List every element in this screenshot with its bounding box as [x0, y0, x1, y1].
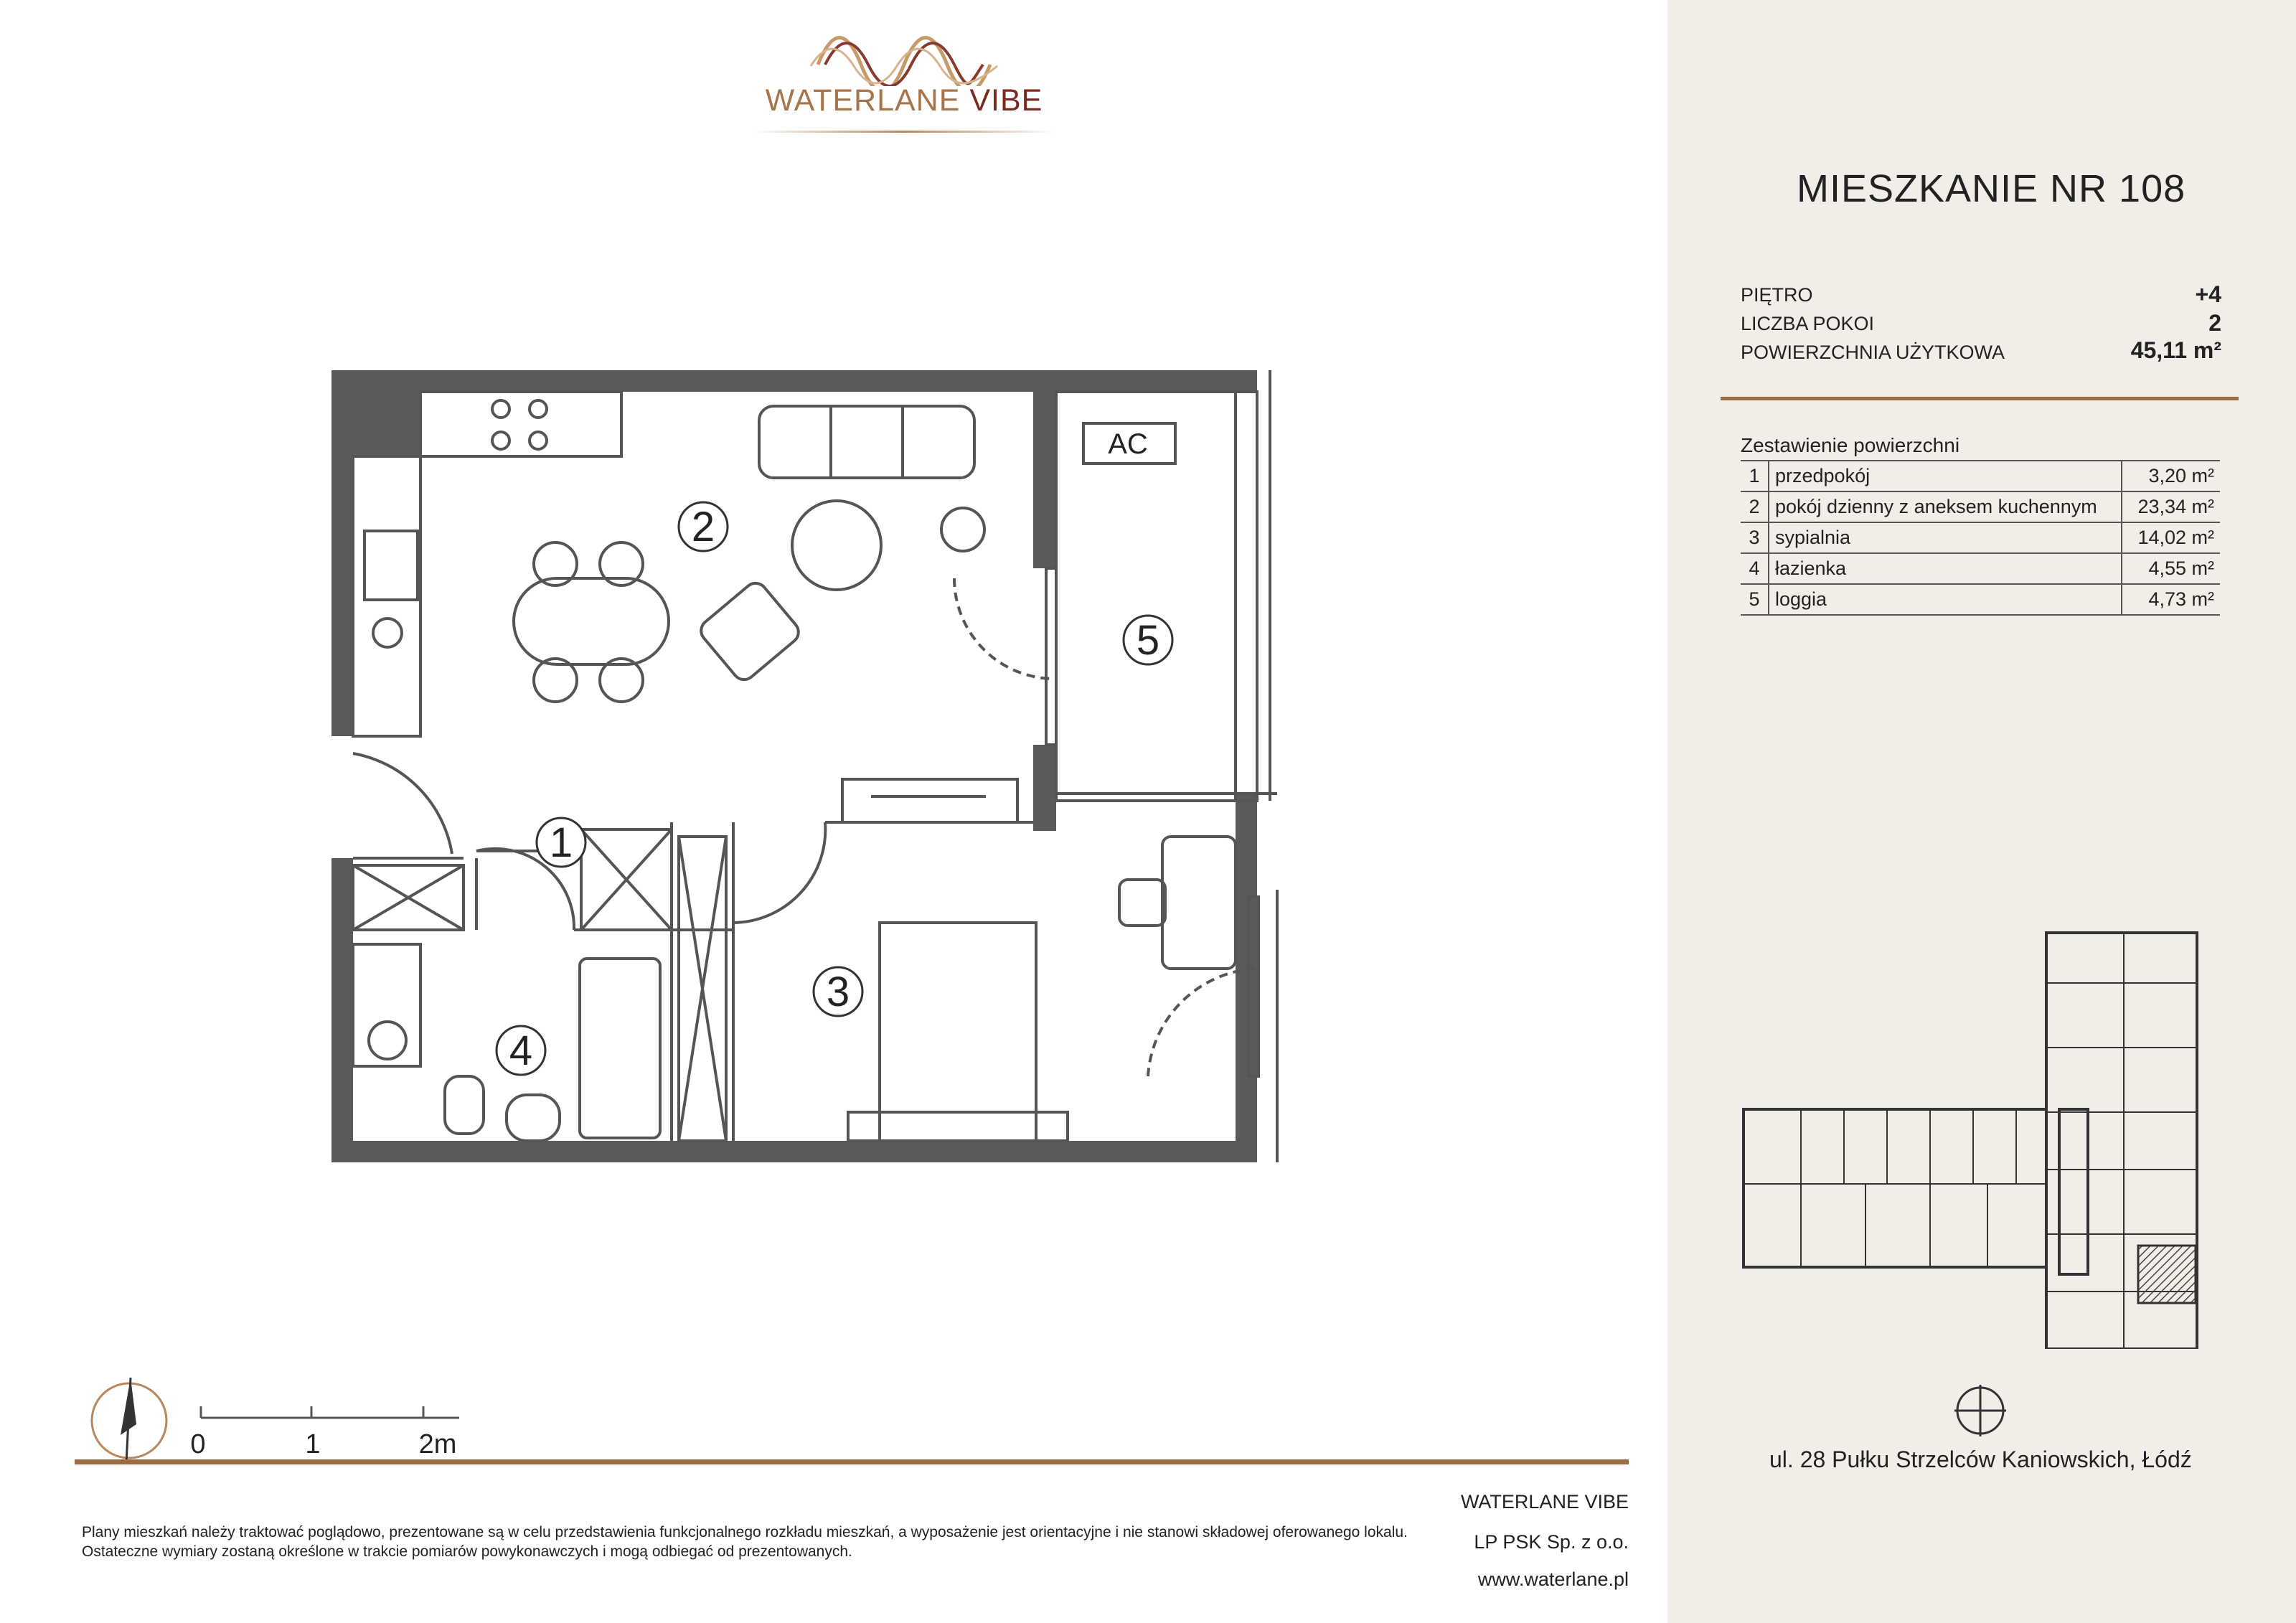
area-table	[1741, 460, 2220, 616]
company-legal: LP PSK Sp. z o.o.	[1474, 1531, 1629, 1553]
compass-icon	[92, 1378, 166, 1464]
washing-machine	[353, 944, 420, 1066]
area-row-area: 3,20 m²	[2122, 461, 2220, 491]
scale-label-0: 0	[190, 1429, 206, 1459]
scale-label-2m: 2m	[418, 1429, 457, 1459]
desk	[1162, 837, 1236, 969]
area-label: POWIERZCHNIA UŻYTKOWA	[1741, 342, 2005, 363]
area-row-area: 4,55 m²	[2122, 553, 2220, 584]
wall-loggia-upper	[1033, 392, 1056, 568]
room-number-5: 5	[1136, 617, 1160, 664]
bathtub	[580, 959, 660, 1138]
area-row-no: 5	[1741, 584, 1769, 615]
window-loggia	[1046, 568, 1056, 745]
sofa	[759, 406, 974, 478]
area-row-area: 14,02 m²	[2122, 522, 2220, 553]
divider	[1721, 397, 2239, 400]
room-number-3: 3	[826, 969, 850, 1015]
area-row-no: 3	[1741, 522, 1769, 553]
area-row-name: sypialnia	[1769, 522, 2122, 553]
room-number-4: 4	[509, 1027, 533, 1074]
desk-chair	[1119, 880, 1165, 926]
wall-loggia-lower	[1033, 745, 1056, 831]
area-row-name: przedpokój	[1769, 461, 2122, 491]
area-row-area: 23,34 m²	[2122, 491, 2220, 522]
disclaimer-line-1: Plany mieszkań należy traktować poglądowo, prezentowane są w celu przedstawienia funkcjonalnego rozkładu mieszkań, a wyposażenie jest orientacyjne i nie stanowi składowej oferowanego lokalu.	[82, 1524, 1408, 1540]
wall-top	[331, 370, 1257, 392]
scale-label-1: 1	[305, 1429, 321, 1459]
bottom-divider	[75, 1459, 1629, 1464]
address: ul. 28 Pułku Strzelców Kaniowskich, Łódź	[1769, 1446, 2192, 1472]
rooms-value: 2	[2208, 310, 2221, 336]
tv-unit	[842, 779, 1017, 822]
scale-bar	[201, 1406, 459, 1418]
compass-small-icon	[1952, 1382, 2009, 1439]
building-wing-left	[1744, 1109, 2046, 1267]
area-value: 45,11 m²	[2130, 337, 2221, 363]
summary-title: Zestawienie powierzchni	[1741, 434, 1960, 456]
bed	[880, 923, 1036, 1141]
area-row	[1741, 461, 2220, 491]
door-bedroom	[733, 822, 825, 923]
area-row	[1741, 553, 2220, 584]
rooms-label: LICZBA POKOI	[1741, 313, 1875, 334]
washbasin	[507, 1095, 560, 1141]
wall-right-lower	[1236, 794, 1257, 1162]
wall-bottom	[331, 1141, 1257, 1162]
room-number-2: 2	[691, 504, 715, 550]
logo-word-vibe: VIBE	[969, 83, 1043, 118]
room-number-1: 1	[549, 819, 573, 866]
area-row-name: łazienka	[1769, 553, 2122, 584]
info-panel	[1667, 0, 2296, 1623]
area-row-name: loggia	[1769, 584, 2122, 615]
logo-word-waterlane: WATERLANE	[765, 83, 970, 118]
door-loggia	[954, 578, 1055, 679]
cooktop-knob	[373, 618, 402, 647]
apartment-location-marker	[2138, 1246, 2196, 1303]
building-key-plan	[1722, 918, 2217, 1349]
apartment-title: MIESZKANIE NR 108	[1797, 167, 2186, 210]
disclaimer-line-2: Ostateczne wymiary zostaną określone w trakcie pomiarów powykonawczych i mogą odbiegać od prezentowanych.	[82, 1543, 852, 1560]
company-name: WATERLANE VIBE	[1460, 1491, 1629, 1513]
area-row	[1741, 584, 2220, 615]
dining-table	[514, 578, 669, 664]
floor-label: PIĘTRO	[1741, 284, 1813, 306]
area-row-name: pokój dzienny z aneksem kuchennym	[1769, 491, 2122, 522]
wall-left-upper	[331, 370, 353, 736]
area-row-no: 1	[1741, 461, 1769, 491]
coffee-table	[792, 501, 881, 590]
kitchen-counter-top	[420, 392, 621, 456]
ac-label: AC	[1108, 428, 1148, 460]
floor-value: +4	[2195, 281, 2221, 307]
area-row-no: 2	[1741, 491, 1769, 522]
loggia-outline	[1056, 392, 1257, 801]
sink	[364, 531, 418, 600]
armchair	[697, 578, 804, 684]
wall-left-lower	[331, 858, 353, 1162]
disclaimer	[82, 1523, 1459, 1561]
area-row	[1741, 522, 2220, 553]
door-entrance	[353, 753, 452, 854]
area-row-no: 4	[1741, 553, 1769, 584]
area-row-area: 4,73 m²	[2122, 584, 2220, 615]
company-website[interactable]: www.waterlane.pl	[1477, 1568, 1629, 1590]
toilet	[445, 1076, 484, 1134]
area-row	[1741, 491, 2220, 522]
wall-corner	[353, 392, 420, 456]
